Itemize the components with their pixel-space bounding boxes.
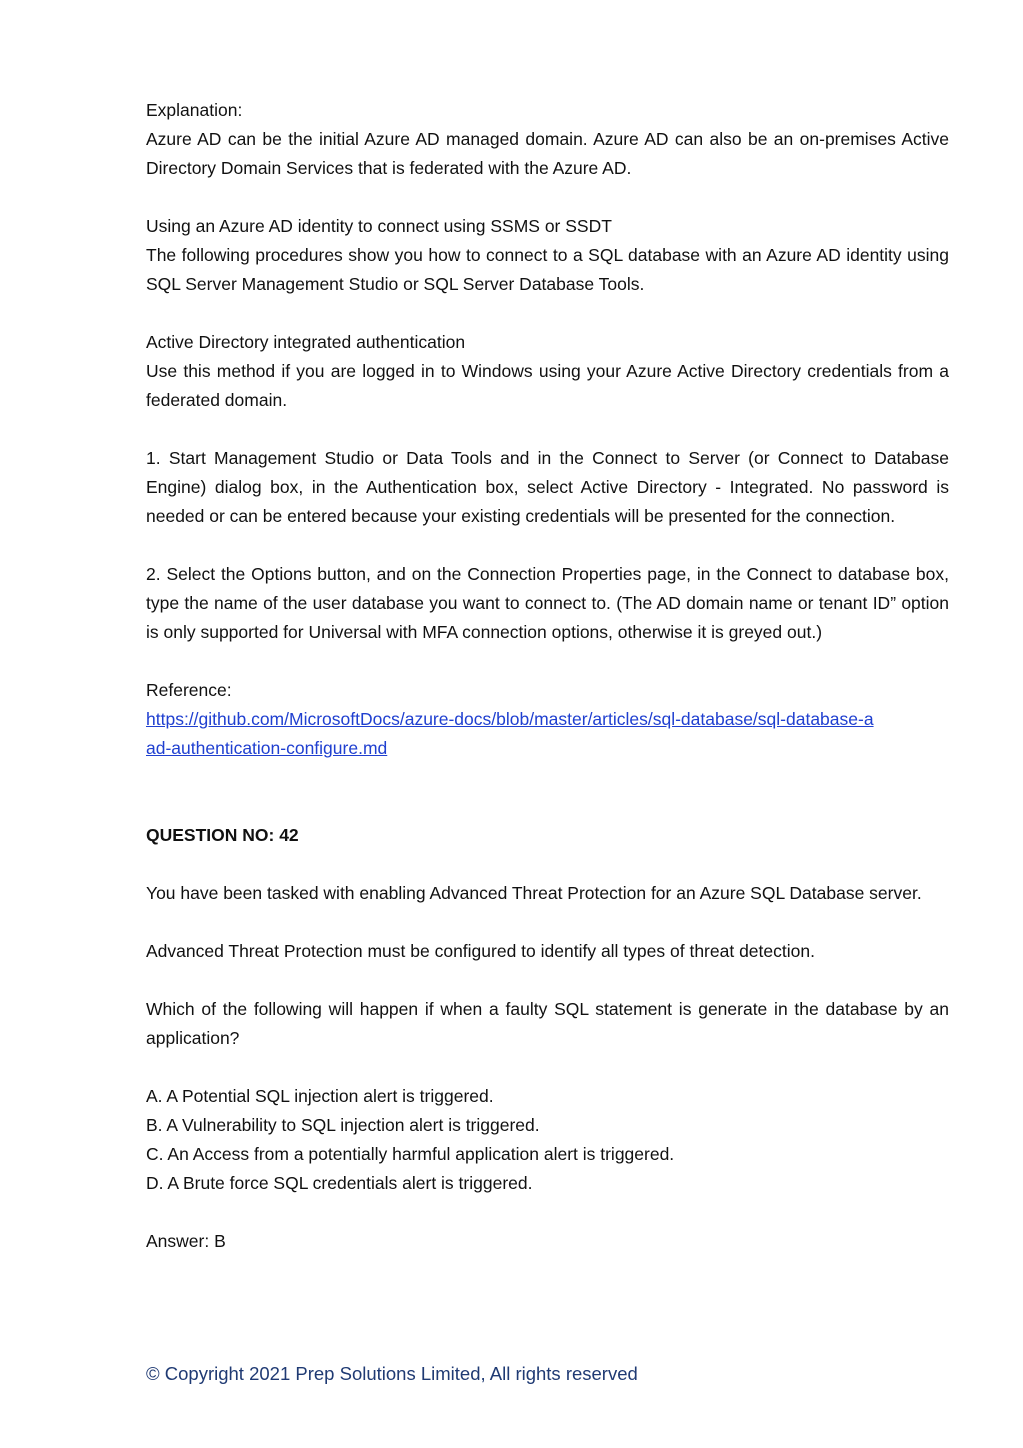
section-title-ssms: Using an Azure AD identity to connect using SSMS or SSDT (146, 216, 612, 236)
explanation-paragraph: Azure AD can be the initial Azure AD managed domain. Azure AD can also be an on-premises Active Directory Domain Services that is federated with the Azure AD. (146, 129, 949, 178)
answer: Answer: B (146, 1231, 226, 1251)
step-1: 1. Start Management Studio or Data Tools and in the Connect to Server (or Connect to Database Engine) dialog box, in the Authentication box, select Active Directory - Integrated. No password is needed or can be entered because your existing credentials will be presented for the connection. (146, 448, 949, 526)
question-paragraph-1: You have been tasked with enabling Advanced Threat Protection for an Azure SQL Database server. (146, 883, 922, 903)
document-body (146, 96, 949, 1256)
step-2: 2. Select the Options button, and on the Connection Properties page, in the Connect to database box, type the name of the user database you want to connect to. (The AD domain name or tenant ID” option is only supported for Universal with MFA connection options, otherwise it is greyed out.) (146, 564, 949, 642)
explanation-label: Explanation: (146, 100, 243, 120)
answer-option-b: B. A Vulnerability to SQL injection alert is triggered. (146, 1115, 540, 1135)
section-title-integrated-auth: Active Directory integrated authentication (146, 332, 466, 352)
answer-option-c: C. An Access from a potentially harmful application alert is triggered. (146, 1144, 675, 1164)
copyright-footer: © Copyright 2021 Prep Solutions Limited, All rights reserved (146, 1363, 638, 1384)
section-body-integrated-auth: Use this method if you are logged in to Windows using your Azure Active Directory credentials from a federated domain. (146, 361, 949, 410)
answer-option-a: A. A Potential SQL injection alert is triggered. (146, 1086, 494, 1106)
question-paragraph-3: Which of the following will happen if when a faulty SQL statement is generate in the database by an application? (146, 999, 949, 1048)
reference-link[interactable]: https://github.com/MicrosoftDocs/azure-docs/blob/master/articles/sql-database/sql-database-aad-authentication-configure.md (146, 709, 874, 758)
section-body-ssms: The following procedures show you how to connect to a SQL database with an Azure AD identity using SQL Server Management Studio or SQL Server Database Tools. (146, 245, 949, 294)
question-paragraph-2: Advanced Threat Protection must be configured to identify all types of threat detection. (146, 941, 815, 961)
question-heading: QUESTION NO: 42 (146, 825, 299, 845)
reference-label: Reference: (146, 680, 232, 700)
answer-option-d: D. A Brute force SQL credentials alert is triggered. (146, 1173, 533, 1193)
